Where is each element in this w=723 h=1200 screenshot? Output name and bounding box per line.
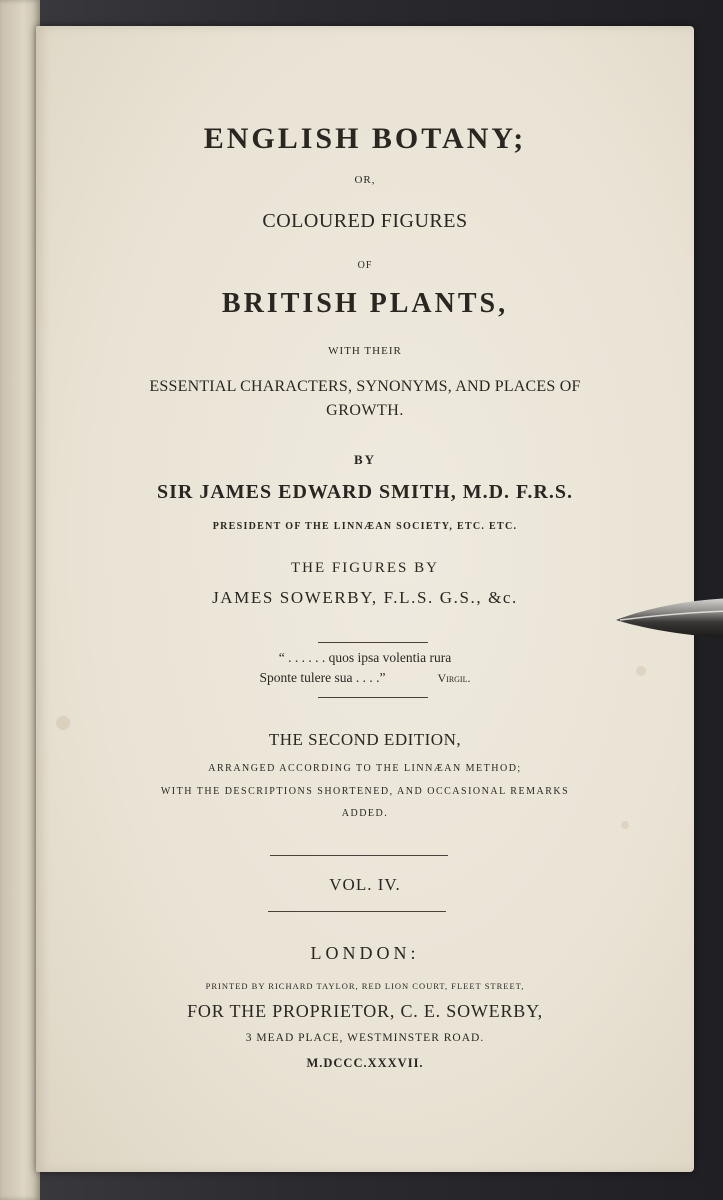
- divider-rule: [318, 642, 428, 643]
- edition: THE SECOND EDITION,: [268, 730, 462, 749]
- author-name: SIR JAMES EDWARD SMITH, M.D. F.R.S.: [157, 481, 573, 503]
- imprint-city: LONDON:: [310, 943, 420, 963]
- figures-by: THE FIGURES BY: [290, 560, 439, 576]
- book-subject: BRITISH PLANTS,: [221, 288, 509, 319]
- divider-rule: [318, 697, 428, 698]
- title-with-their: WITH THEIR: [328, 345, 402, 357]
- volume-number: VOL. IV.: [329, 875, 401, 894]
- epigraph-text: Sponte tulere sua . . . .”: [259, 670, 386, 685]
- pen-nib-icon: [612, 594, 723, 642]
- illustrator-name: JAMES SOWERBY, F.L.S. G.S., &c.: [212, 588, 518, 607]
- epigraph-line-2: [36, 670, 694, 686]
- foxing-spot: [621, 821, 629, 829]
- epigraph-line-1: “ . . . . . . quos ipsa volentia rura: [278, 650, 452, 665]
- foxing-spot: [56, 716, 70, 730]
- title-or: OR,: [354, 174, 376, 186]
- book-subtitle: COLOURED FIGURES: [262, 210, 468, 232]
- divider-rule: [268, 911, 446, 912]
- publisher-line: FOR THE PROPRIETOR, C. E. SOWERBY,: [187, 1001, 543, 1021]
- arrangement-line-2: WITH THE DESCRIPTIONS SHORTENED, AND OCCASIONAL REMARKS: [160, 786, 570, 797]
- left-page-edge: [0, 0, 40, 1200]
- contents-line-1: ESSENTIAL CHARACTERS, SYNONYMS, AND PLACES OF: [149, 378, 581, 395]
- contents-line-2: GROWTH.: [326, 402, 404, 419]
- printer-line: PRINTED BY RICHARD TAYLOR, RED LION COURT, FLEET STREET,: [205, 981, 525, 991]
- address-line: 3 MEAD PLACE, WESTMINSTER ROAD.: [245, 1032, 485, 1044]
- divider-rule: [270, 855, 448, 856]
- epigraph-source: Virgil.: [437, 671, 471, 685]
- arrangement-line-1: ARRANGED ACCORDING TO THE LINNÆAN METHOD;: [208, 763, 522, 774]
- author-title: PRESIDENT OF THE LINNÆAN SOCIETY, ETC. ETC.: [212, 521, 518, 532]
- publication-year: M.DCCC.XXXVII.: [306, 1056, 424, 1070]
- arrangement-line-3: ADDED.: [341, 808, 389, 819]
- title-page: [36, 26, 694, 1172]
- book-title: ENGLISH BOTANY;: [203, 122, 527, 155]
- title-by: BY: [353, 452, 377, 467]
- title-of: OF: [357, 260, 373, 271]
